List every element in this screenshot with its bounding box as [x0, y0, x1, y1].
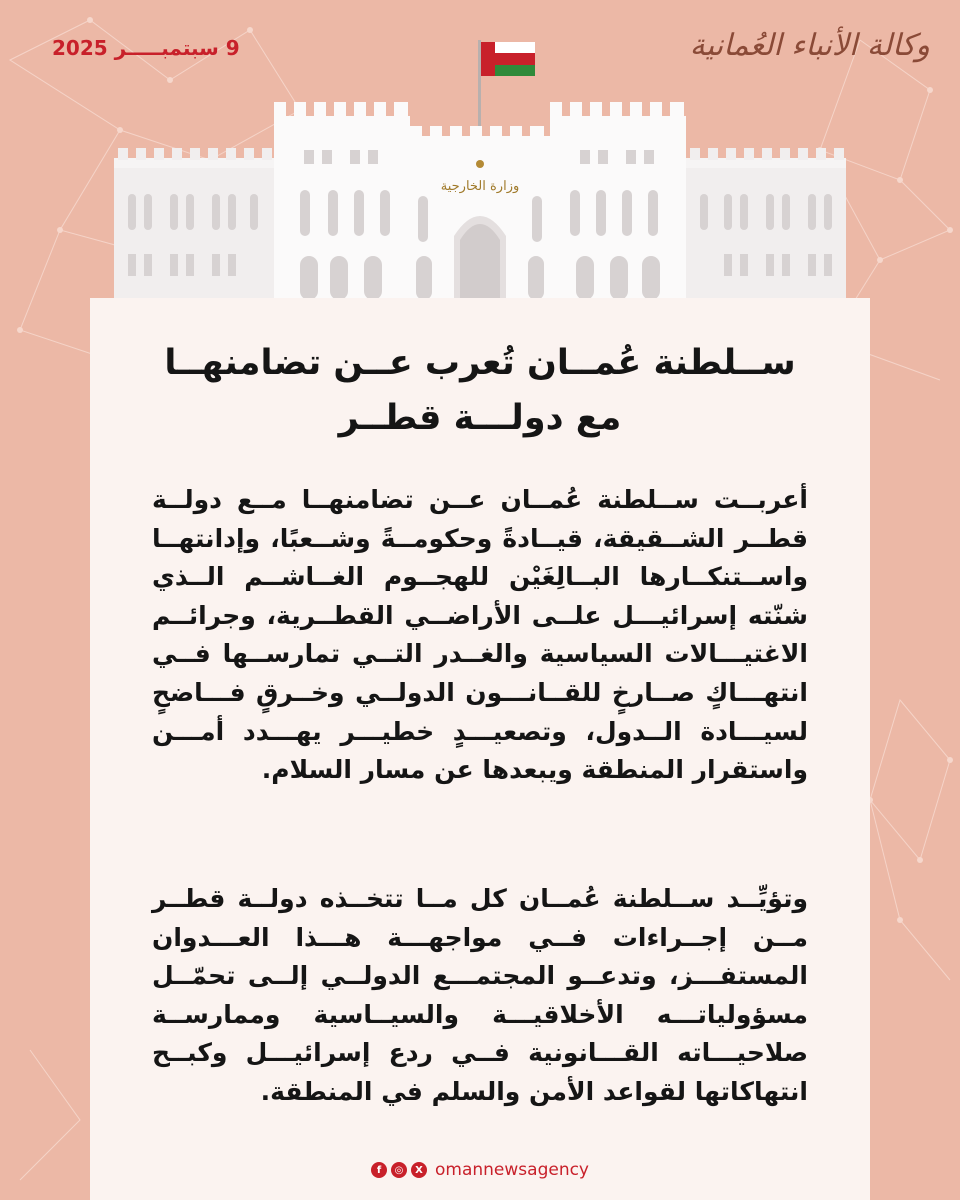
article-title	[90, 336, 870, 446]
title-line-2: مع دولـــة قطــر	[338, 398, 622, 438]
article-paragraph-1: أعربــت ســلطنة عُمــان عــن تضامنهــا مــع دولــة قطــر الشــقيقة، قيــادةً وحكومــةً وشــعبًا، وإدانتهــا واســتنكــارها البــالِغَيْن للهجــوم الغــاشــم الــذي شنّته إسرائيـــل علــى الأراضــي القطــرية، وجرائــم الاغتيـــالات السياسية والغــدر التــي تمارســها فــي انتهـــاكٍ صــارخٍ للقــانـــون الدولــي وخــرقٍ فـــاضحٍ لسيـــادة الــدول، وتصعيـــدٍ خطيـــر يهـــدد أمـــن واستقرار المنطقة ويبعدها عن مسار السلام.	[152, 485, 808, 785]
emblem-icon	[476, 160, 484, 168]
flag-icon	[478, 40, 535, 132]
facebook-icon[interactable]: f	[371, 1162, 387, 1178]
social-handle[interactable]: omannewsagency	[435, 1160, 589, 1180]
publish-date: 9 سبتمبـــــر 2025	[52, 36, 240, 60]
agency-logo: وكالة الأنباء العُمانية	[689, 28, 930, 63]
article-card	[90, 298, 870, 1200]
social-footer	[90, 1160, 870, 1180]
building-sign: وزارة الخارجية	[440, 179, 520, 194]
ministry-building-illustration	[114, 36, 846, 306]
title-line-1: ســلطنة عُمــان تُعرب عــن تضامنهــا	[164, 343, 796, 383]
instagram-icon[interactable]: ◎	[391, 1162, 407, 1178]
x-icon[interactable]: X	[411, 1162, 427, 1178]
article-paragraph-2: وتؤيِّــد ســلطنة عُمــان كل مــا تتخــذه دولــة قطــر مــن إجــراءات فــي مواجهـــة هـــذا العـــدوان المستفـــز، وتدعــو المجتمـــع الدولــي إلــى تحمّــل مسؤولياتـــه الأخلاقيـــة والسيــاسية وممارســة صلاحيـــاته القـــانونية فــي ردع إسرائيـــل وكبــح انتهاكاتها لقواعد الأمن والسلم في المنطقة.	[152, 884, 808, 1106]
